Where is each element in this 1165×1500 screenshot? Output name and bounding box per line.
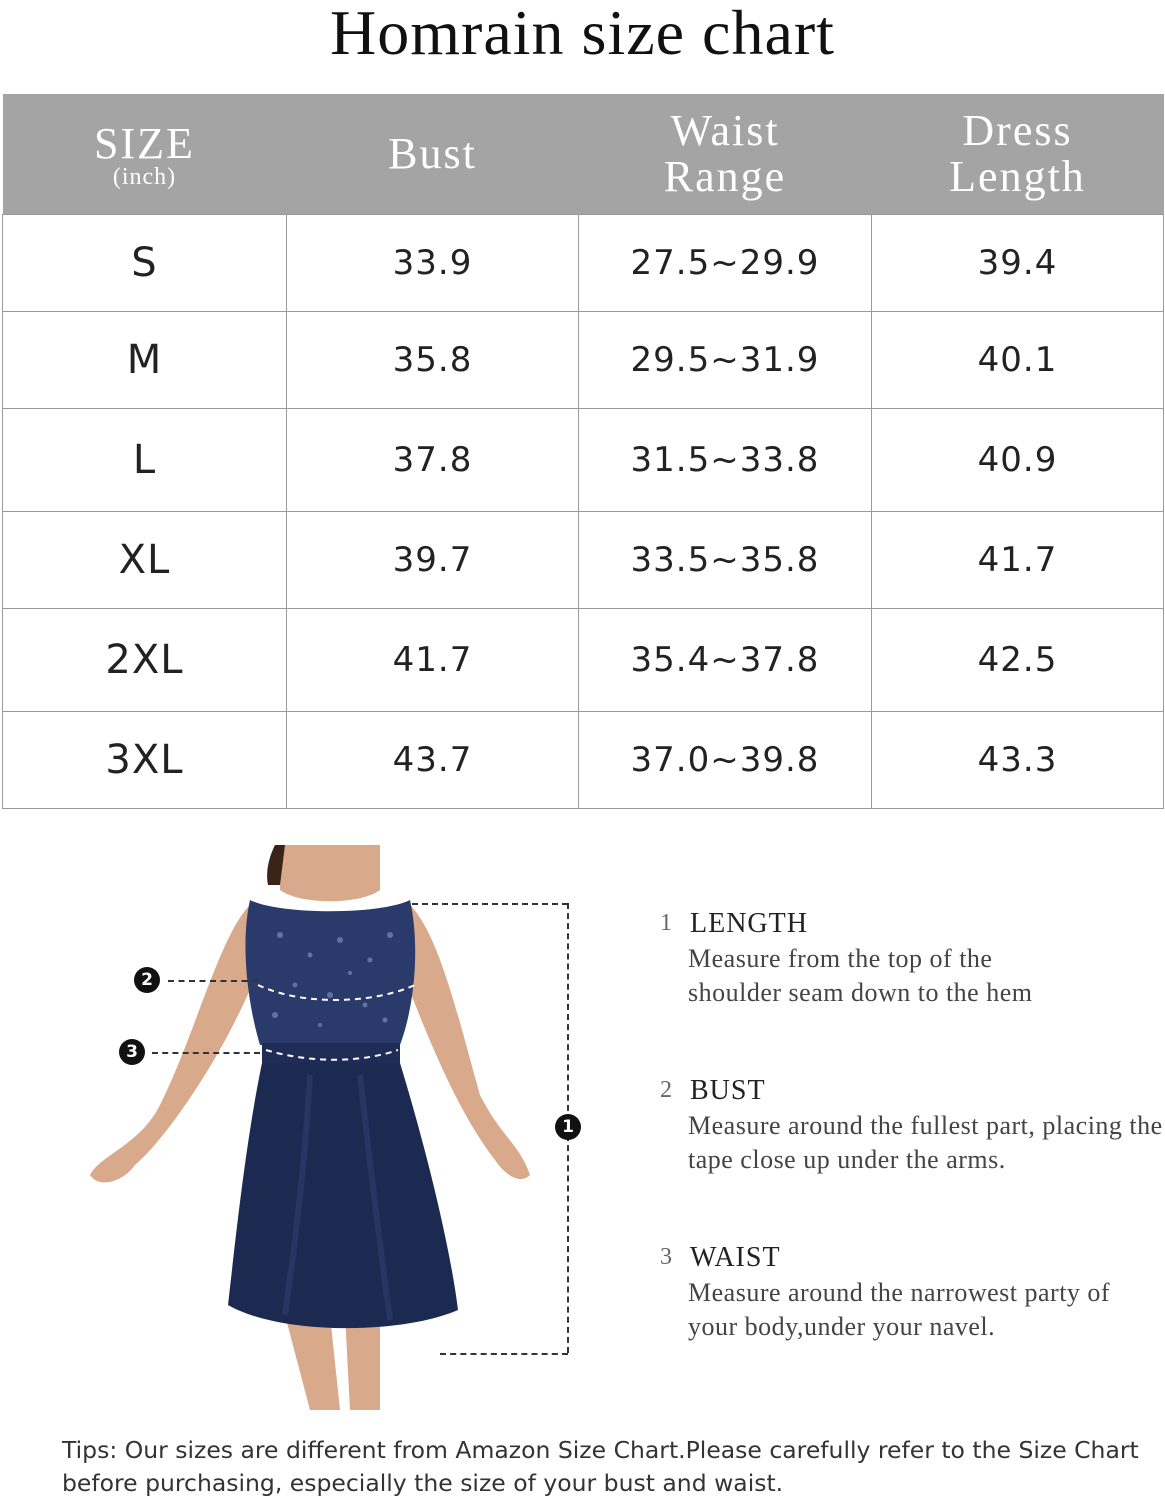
header-size-unit: (inch) bbox=[112, 164, 177, 190]
header-size bbox=[3, 94, 287, 215]
table-row bbox=[3, 215, 1164, 312]
measurement-title: LENGTH bbox=[690, 908, 808, 939]
cell-size: M bbox=[3, 312, 287, 409]
bust-marker: 2 bbox=[134, 967, 160, 993]
waist-marker: 3 bbox=[119, 1039, 145, 1065]
left-arm bbox=[90, 905, 260, 1182]
waist-guide-line bbox=[152, 1052, 260, 1054]
left-leg bbox=[285, 1315, 340, 1410]
cell-bust: 33.9 bbox=[287, 215, 579, 312]
header-dress-length bbox=[872, 94, 1164, 215]
cell-length: 39.4 bbox=[872, 215, 1164, 312]
dress-figure bbox=[80, 845, 600, 1410]
table-row bbox=[3, 512, 1164, 609]
cell-size: L bbox=[3, 409, 287, 512]
cell-waist: 31.5~33.8 bbox=[579, 409, 872, 512]
cell-waist: 27.5~29.9 bbox=[579, 215, 872, 312]
belt bbox=[262, 1043, 400, 1063]
tips-text: Tips: Our sizes are different from Amazon Size Chart.Please carefully refer to the Size Chart before purchasing, especially the size of your bust and waist. bbox=[62, 1436, 1139, 1497]
measurement-number: 3 bbox=[660, 1244, 672, 1270]
bust-guide-line bbox=[168, 980, 258, 982]
velvet-skirt bbox=[228, 1063, 458, 1328]
table-row bbox=[3, 312, 1164, 409]
header-bust: Bust bbox=[287, 94, 579, 215]
dress-illustration bbox=[80, 845, 600, 1410]
cell-bust: 39.7 bbox=[287, 512, 579, 609]
cell-bust: 35.8 bbox=[287, 312, 579, 409]
cell-bust: 37.8 bbox=[287, 409, 579, 512]
cell-size: 2XL bbox=[3, 609, 287, 712]
cell-size: S bbox=[3, 215, 287, 312]
measurement-description: Measure around the narrowest party of your body,under your navel. bbox=[688, 1278, 1111, 1341]
measurement-description: Measure around the fullest part, placing the tape close up under the arms. bbox=[688, 1111, 1163, 1174]
table-row bbox=[3, 609, 1164, 712]
cell-length: 42.5 bbox=[872, 609, 1164, 712]
table-header-row bbox=[3, 94, 1164, 215]
measurement-number: 2 bbox=[660, 1077, 672, 1103]
size-chart-table bbox=[2, 94, 1164, 809]
table-row bbox=[3, 409, 1164, 512]
measurement-number: 1 bbox=[660, 910, 672, 936]
cell-bust: 43.7 bbox=[287, 712, 579, 809]
header-size-label: SIZE bbox=[94, 119, 195, 168]
cell-waist: 33.5~35.8 bbox=[579, 512, 872, 609]
page-title: Homrain size chart bbox=[330, 0, 835, 68]
header-waist-range bbox=[579, 94, 872, 215]
cell-waist: 37.0~39.8 bbox=[579, 712, 872, 809]
cell-size: 3XL bbox=[3, 712, 287, 809]
header-waist-range-label: Waist Range bbox=[663, 106, 787, 201]
table-row bbox=[3, 712, 1164, 809]
cell-length: 40.1 bbox=[872, 312, 1164, 409]
cell-bust: 41.7 bbox=[287, 609, 579, 712]
measurement-title: BUST bbox=[690, 1075, 766, 1106]
cell-length: 43.3 bbox=[872, 712, 1164, 809]
sequin-bodice bbox=[245, 900, 415, 1045]
length-marker: 1 bbox=[555, 1114, 581, 1140]
length-guide-bottom bbox=[440, 1353, 568, 1355]
cell-length: 40.9 bbox=[872, 409, 1164, 512]
right-leg bbox=[345, 1315, 380, 1410]
length-guide-top bbox=[412, 903, 568, 905]
measurement-title: WAIST bbox=[690, 1242, 781, 1273]
header-dress-length-label: Dress Length bbox=[949, 106, 1086, 201]
cell-waist: 29.5~31.9 bbox=[579, 312, 872, 409]
neck bbox=[280, 845, 380, 901]
measurement-description: Measure from the top of the shoulder seam down to the hem bbox=[688, 944, 1033, 1007]
cell-waist: 35.4~37.8 bbox=[579, 609, 872, 712]
cell-length: 41.7 bbox=[872, 512, 1164, 609]
cell-size: XL bbox=[3, 512, 287, 609]
